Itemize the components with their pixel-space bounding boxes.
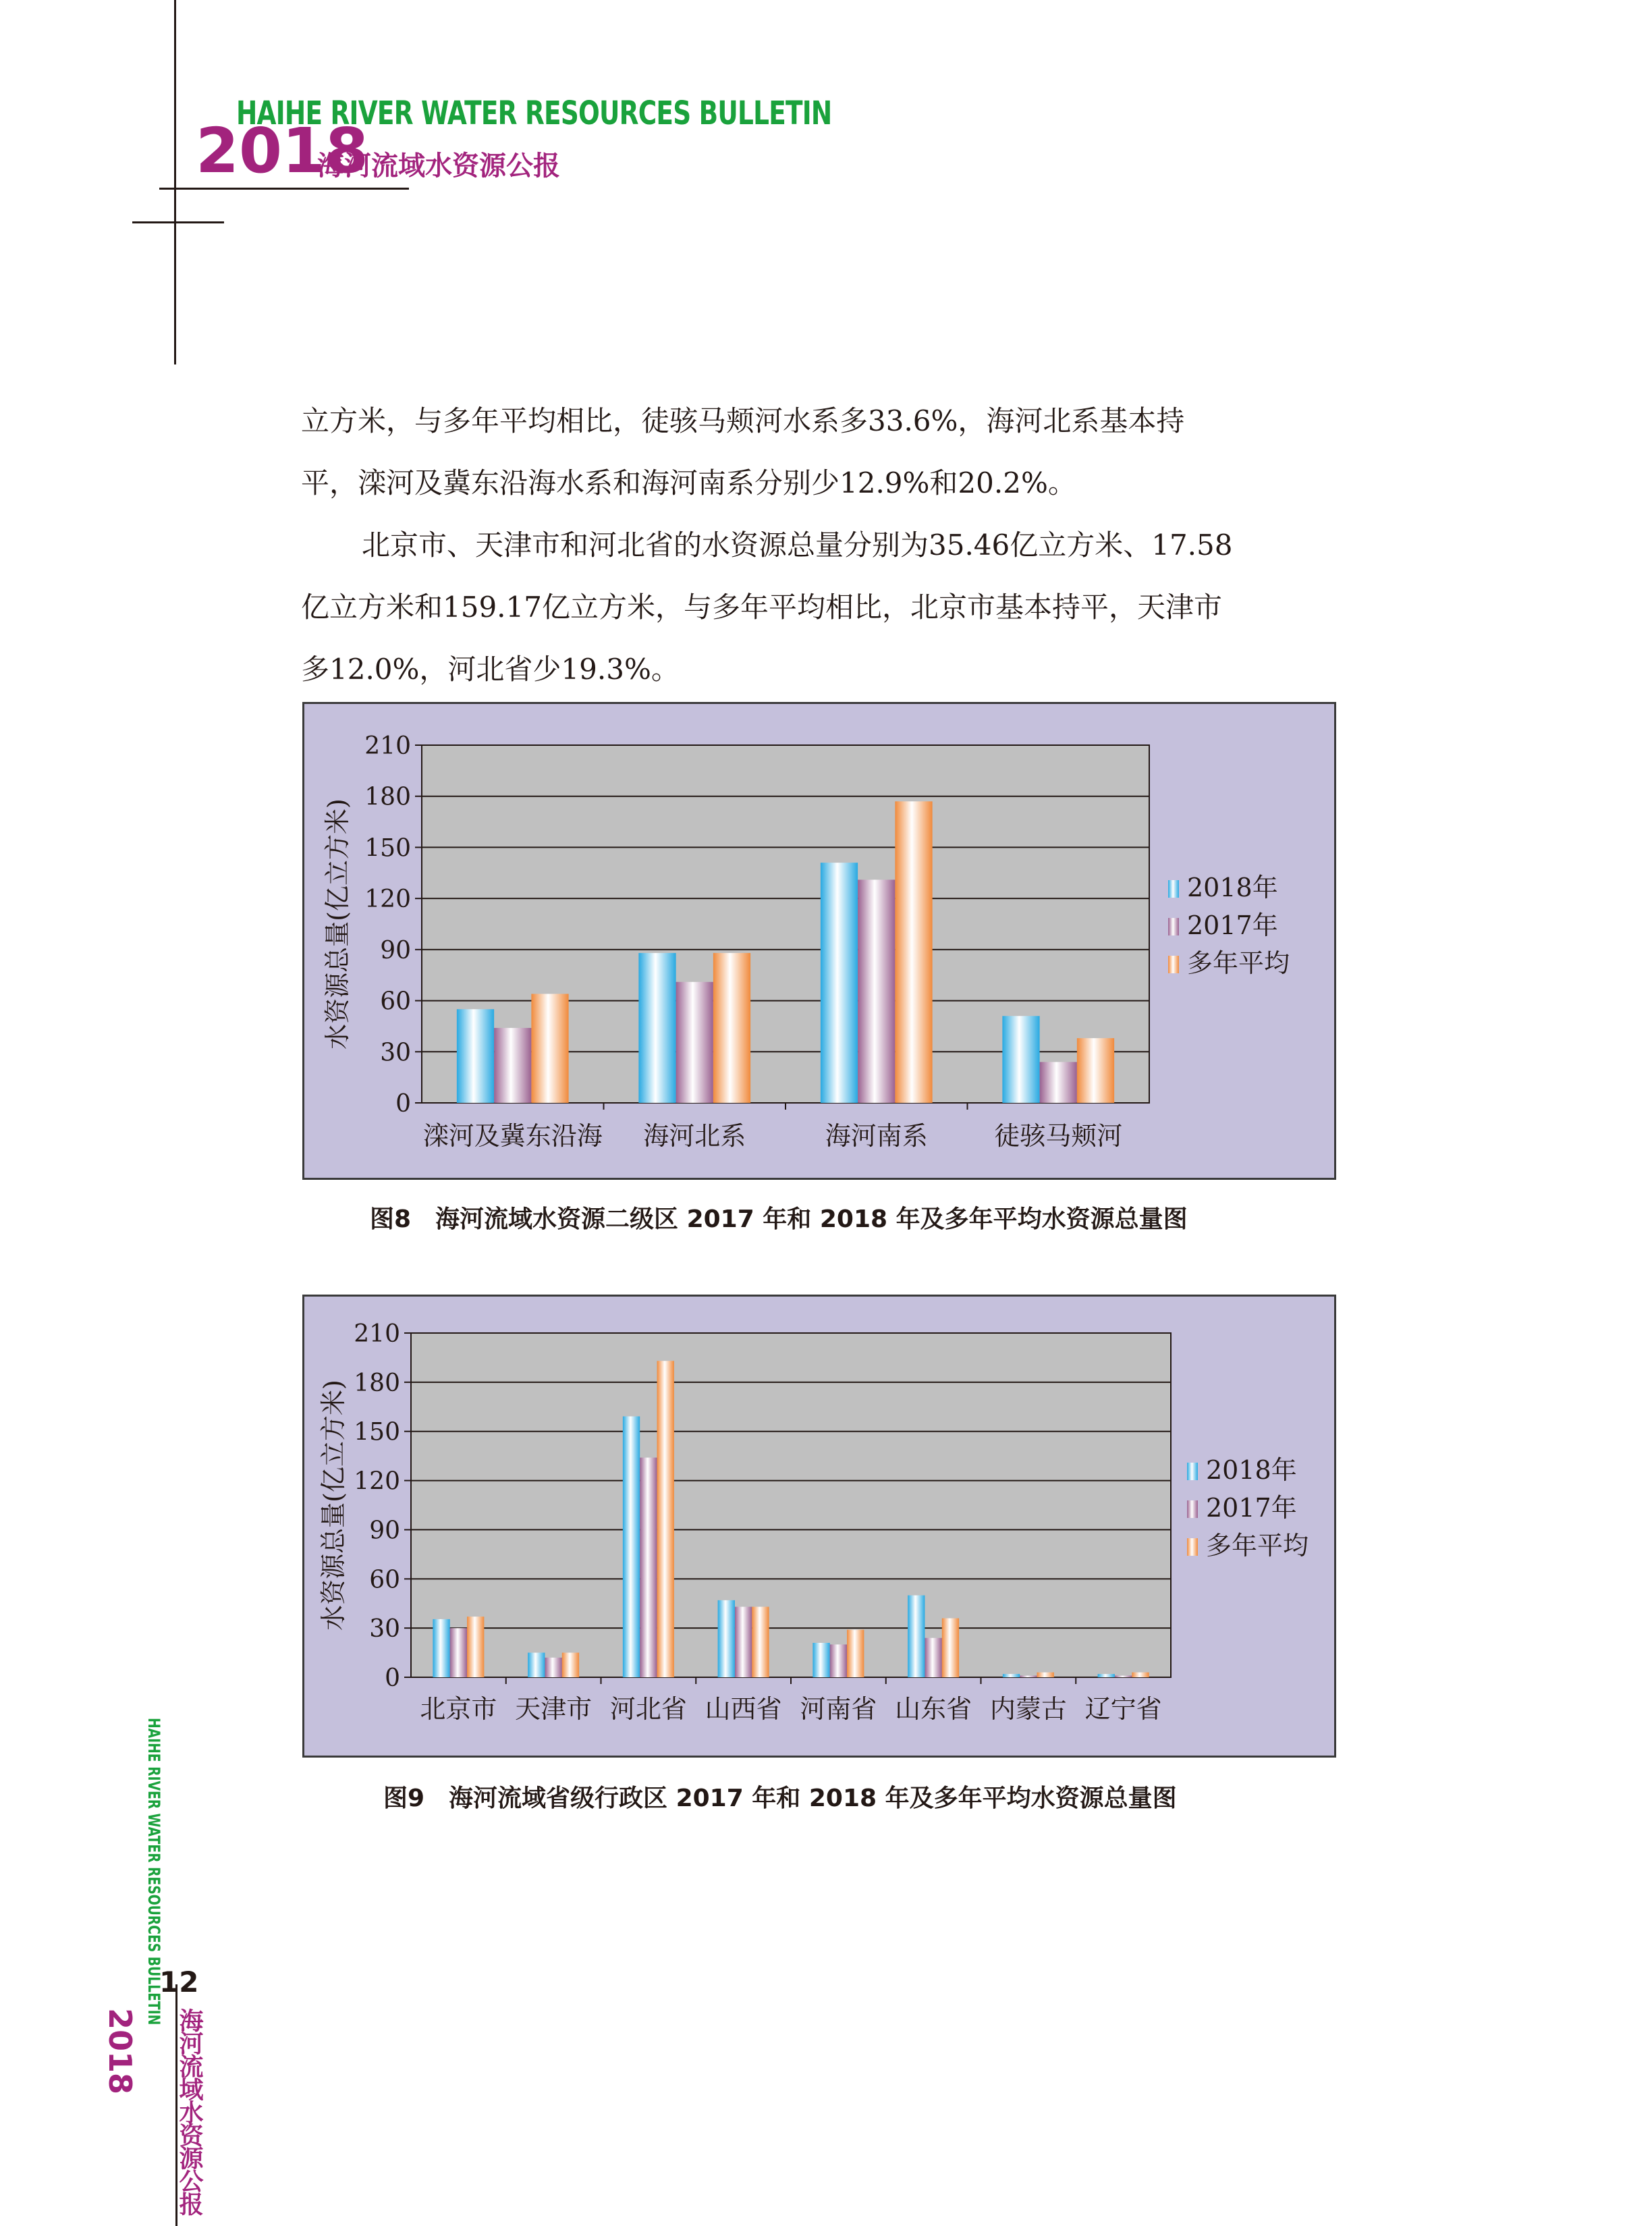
legend-swatch (1187, 1538, 1198, 1556)
bar-2017年-海河北系 (676, 982, 713, 1103)
y-tick-label: 180 (364, 783, 411, 811)
bar-多年平均-河南省 (847, 1630, 864, 1677)
x-category-label: 内蒙古 (989, 1694, 1067, 1724)
legend-label: 2018年 (1187, 873, 1278, 902)
page-number: 12 (159, 1965, 199, 1999)
bar-2017年-内蒙古 (1020, 1676, 1037, 1677)
bar-2018年-滦河及冀东沿海 (457, 1009, 494, 1103)
x-category-label: 山东省 (895, 1694, 972, 1724)
y-tick-label: 90 (380, 936, 411, 965)
side-bulletin-chinese: 海河流域水资源公报 (175, 2008, 204, 2215)
plot-area (411, 1333, 1171, 1677)
header-bulletin-english: HAIHE RIVER WATER RESOURCES BULLETIN (236, 94, 832, 132)
x-category-label: 海河南系 (825, 1121, 928, 1151)
bar-2018年-徒骇马颊河 (1002, 1016, 1039, 1103)
header-year: 2018 (196, 115, 369, 187)
y-axis-label: 水资源总量(亿立方米) (323, 798, 352, 1050)
legend-label: 2017年 (1206, 1493, 1297, 1523)
bar-2017年-河北省 (640, 1458, 657, 1677)
legend-swatch (1187, 1500, 1198, 1518)
side-year: 2018 (102, 2008, 138, 2095)
y-tick-label: 90 (369, 1517, 400, 1545)
y-tick-label: 150 (364, 834, 411, 863)
bar-2017年-北京市 (450, 1628, 467, 1677)
bar-2018年-河北省 (623, 1416, 640, 1677)
y-tick-label: 150 (354, 1418, 400, 1446)
bar-2018年-河南省 (813, 1643, 829, 1677)
y-tick-label: 60 (369, 1566, 400, 1594)
y-tick-label: 30 (380, 1039, 411, 1067)
header-rule-bottom (132, 221, 224, 223)
y-tick-label: 30 (369, 1615, 400, 1644)
y-tick-label: 120 (364, 886, 411, 914)
x-category-label: 河南省 (800, 1694, 877, 1724)
bar-2018年-山东省 (908, 1596, 925, 1677)
x-category-label: 海河北系 (643, 1121, 746, 1151)
bar-多年平均-徒骇马颊河 (1077, 1038, 1114, 1103)
chart-8-caption: 图8 海河流域水资源二级区 2017 年和 2018 年及多年平均水资源总量图 (370, 1205, 1188, 1233)
bar-多年平均-滦河及冀东沿海 (531, 994, 568, 1103)
bar-2017年-山西省 (735, 1607, 752, 1677)
legend-swatch (1168, 918, 1179, 935)
legend-label: 2018年 (1206, 1455, 1297, 1485)
chart-8-frame (302, 702, 1336, 1180)
legend-label: 2017年 (1187, 911, 1278, 940)
chart-8 (304, 704, 1334, 1178)
bar-2018年-内蒙古 (1003, 1674, 1020, 1677)
bar-2018年-天津市 (528, 1653, 545, 1677)
bar-2018年-辽宁省 (1098, 1674, 1115, 1677)
bar-2017年-辽宁省 (1115, 1676, 1132, 1677)
bar-多年平均-天津市 (562, 1653, 579, 1677)
x-category-label: 山西省 (705, 1694, 782, 1724)
bar-2017年-天津市 (545, 1658, 561, 1677)
x-category-label: 徒骇马颊河 (994, 1121, 1123, 1151)
header-bulletin-chinese: 海河流域水资源公报 (317, 150, 560, 182)
x-category-label: 北京市 (420, 1694, 497, 1724)
y-tick-label: 0 (385, 1664, 400, 1692)
bar-多年平均-辽宁省 (1132, 1673, 1149, 1677)
paragraph-1-line-2: 平，滦河及冀东沿海水系和海河南系分别少12.9%和20.2%。 (301, 466, 1076, 499)
header-rule-top (159, 188, 409, 190)
x-category-label: 河北省 (609, 1694, 687, 1724)
x-category-label: 辽宁省 (1084, 1694, 1162, 1724)
legend-swatch (1168, 956, 1179, 973)
legend-label: 多年平均 (1206, 1531, 1309, 1560)
bar-多年平均-山西省 (752, 1607, 769, 1677)
bar-2017年-滦河及冀东沿海 (494, 1028, 531, 1103)
y-tick-label: 210 (364, 732, 411, 760)
y-tick-label: 0 (395, 1090, 411, 1118)
y-tick-label: 120 (354, 1467, 400, 1496)
paragraph-2-line-1: 北京市、天津市和河北省的水资源总量分别为35.46亿立方米、17.58 (362, 528, 1233, 562)
paragraph-2-line-2: 亿立方米和159.17亿立方米，与多年平均相比，北京市基本持平，天津市 (301, 591, 1222, 624)
y-tick-label: 180 (354, 1369, 400, 1397)
chart-9-frame (302, 1295, 1336, 1758)
legend-label: 多年平均 (1187, 948, 1290, 978)
chart-9-caption: 图9 海河流域省级行政区 2017 年和 2018 年及多年平均水资源总量图 (383, 1785, 1177, 1812)
bar-多年平均-海河南系 (895, 801, 932, 1103)
bar-2018年-山西省 (718, 1600, 735, 1677)
bar-2017年-山东省 (925, 1638, 941, 1677)
bar-2017年-河南省 (830, 1644, 847, 1677)
margin-rule-vertical (174, 0, 176, 364)
x-category-label: 滦河及冀东沿海 (422, 1121, 603, 1151)
bar-2018年-海河南系 (821, 863, 858, 1103)
bar-多年平均-内蒙古 (1037, 1673, 1054, 1677)
chart-9 (304, 1297, 1334, 1756)
paragraph-2-line-3: 多12.0%，河北省少19.3%。 (301, 653, 680, 686)
bar-2018年-北京市 (433, 1619, 449, 1677)
legend-swatch (1187, 1463, 1198, 1480)
bar-多年平均-北京市 (467, 1617, 484, 1677)
y-tick-label: 210 (354, 1320, 400, 1348)
side-bulletin-english: HAIHE RIVER WATER RESOURCES BULLETIN (144, 1718, 163, 2026)
bar-多年平均-山东省 (942, 1619, 959, 1677)
bar-多年平均-海河北系 (713, 953, 750, 1103)
paragraph-1-line-1: 立方米，与多年平均相比，徒骇马颊河水系多33.6%，海河北系基本持 (301, 404, 1185, 437)
y-tick-label: 60 (380, 987, 411, 1016)
y-axis-label: 水资源总量(亿立方米) (319, 1380, 348, 1631)
bar-多年平均-河北省 (657, 1361, 674, 1677)
bar-2017年-海河南系 (858, 879, 895, 1103)
legend-swatch (1168, 880, 1179, 898)
bar-2017年-徒骇马颊河 (1040, 1062, 1077, 1103)
bar-2018年-海河北系 (638, 953, 676, 1103)
x-category-label: 天津市 (515, 1694, 593, 1724)
